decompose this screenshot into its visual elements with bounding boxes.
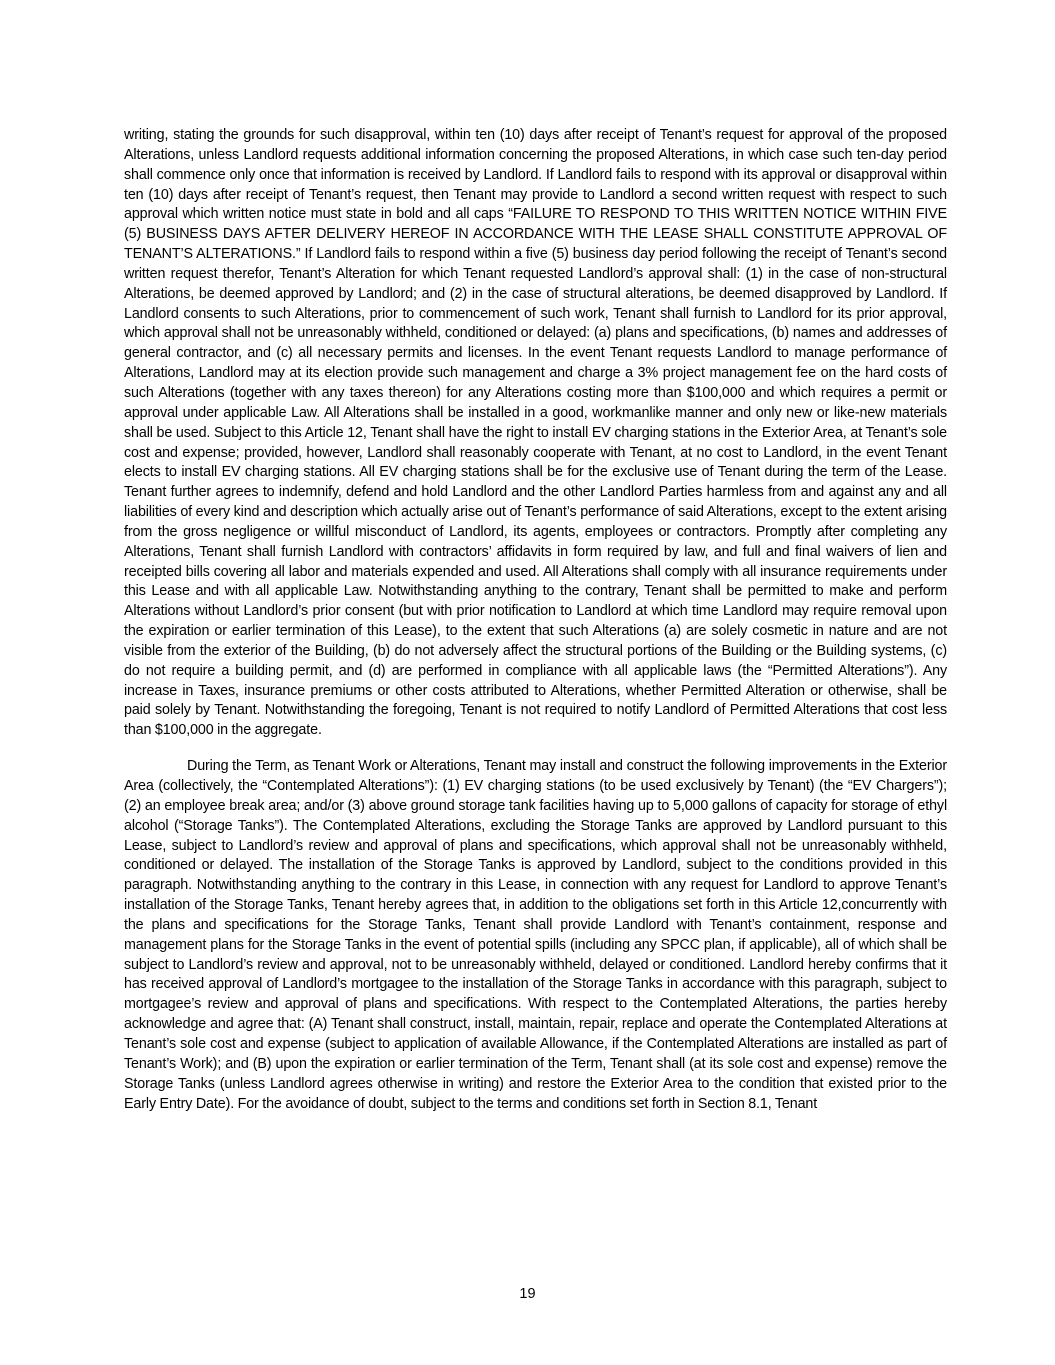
- paragraph-contemplated-alterations: During the Term, as Tenant Work or Alterations, Tenant may install and construct the following improvements in the Exterior Area (collectively, the “Contemplated Alterations”): (1) EV charging stations (to be used exclusively by Tenant) (the “EV Chargers”); (2) an employee break area; and/or (3) above ground storage tank facilities having up to 5,000 gallons of capacity for storage of ethyl alcohol (“Storage Tanks”). The Contemplated Alterations, excluding the Storage Tanks are approved by Landlord pursuant to this Lease, subject to Landlord’s review and approval of plans and specifications, which approval shall not be unreasonably withheld, conditioned or delayed. The installation of the Storage Tanks is approved by Landlord, subject to the conditions provided in this paragraph. Notwithstanding anything to the contrary in this Lease, in connection with any request for Landlord to approve Tenant’s installation of the Storage Tanks, Tenant hereby agrees that, in addition to the obligations set forth in this Article 12,concurrently with the plans and specifications for the Storage Tanks, Tenant shall provide Landlord with Tenant’s containment, response and management plans for the Storage Tanks in the event of potential spills (including any SPCC plan, if applicable), all of which shall be subject to Landlord’s review and approval, not to be unreasonably withheld, delayed or conditioned. Landlord hereby confirms that it has received approval of Landlord’s mortgagee to the installation of the Storage Tanks in accordance with this paragraph, subject to mortgagee’s review and approval of plans and specifications. With respect to the Contemplated Alterations, the parties hereby acknowledge and agree that: (A) Tenant shall construct, install, maintain, repair, replace and operate the Contemplated Alterations at Tenant’s sole cost and expense (subject to application of available Allowance, if the Contemplated Alterations are installed as part of Tenant’s Work); and (B) upon the expiration or earlier termination of the Term, Tenant shall (at its sole cost and expense) remove the Storage Tanks (unless Landlord agrees otherwise in writing) and restore the Exterior Area to the condition that existed prior to the Early Entry Date). For the avoidance of doubt, subject to the terms and conditions set forth in Section 8.1, Tenant: [124, 758, 947, 1112]
- document-body: [124, 126, 947, 1114]
- page-number: 19: [519, 1286, 536, 1302]
- paragraph-alterations-approval: writing, stating the grounds for such disapproval, within ten (10) days after receipt of Tenant’s request for approval of the proposed Alterations, unless Landlord requests additional information concerning the proposed Alterations, in which case such ten-day period shall commence only once that information is received by Landlord. If Landlord fails to respond with its approval or disapproval within ten (10) days after receipt of Tenant’s request, then Tenant may provide to Landlord a second written request with respect to such approval which written notice must state in bold and all caps “FAILURE TO RESPOND TO THIS WRITTEN NOTICE WITHIN FIVE (5) BUSINESS DAYS AFTER DELIVERY HEREOF IN ACCORDANCE WITH THE LEASE SHALL CONSTITUTE APPROVAL OF TENANT’S ALTERATIONS.” If Landlord fails to respond within a five (5) business day period following the receipt of Tenant’s second written request therefor, Tenant’s Alteration for which Tenant requested Landlord’s approval shall: (1) in the case of non-structural Alterations, be deemed approved by Landlord; and (2) in the case of structural alterations, be deemed disapproved by Landlord. If Landlord consents to such Alterations, prior to commencement of such work, Tenant shall furnish to Landlord for its prior approval, which approval shall not be unreasonably withheld, conditioned or delayed: (a) plans and specifications, (b) names and addresses of general contractor, and (c) all necessary permits and licenses. In the event Tenant requests Landlord to manage performance of Alterations, Landlord may at its election provide such management and charge a 3% project management fee on the hard costs of such Alterations (together with any taxes thereon) for any Alterations costing more than $100,000 and which requires a permit or approval under applicable Law. All Alterations shall be installed in a good, workmanlike manner and only new or like-new materials shall be used. Subject to this Article 12, Tenant shall have the right to install EV charging stations in the Exterior Area, at Tenant’s sole cost and expense; provided, however, Landlord shall reasonably cooperate with Tenant, at no cost to Landlord, in the event Tenant elects to install EV charging stations. All EV charging stations shall be for the exclusive use of Tenant during the term of the Lease. Tenant further agrees to indemnify, defend and hold Landlord and the other Landlord Parties harmless from and against any and all liabilities of every kind and description which actually arise out of Tenant’s performance of said Alterations, except to the extent arising from the gross negligence or willful misconduct of Landlord, its agents, employees or contractors. Promptly after completing any Alterations, Tenant shall furnish Landlord with contractors’ affidavits in form required by law, and full and final waivers of lien and receipted bills covering all labor and materials expended and used. All Alterations shall comply with all insurance requirements under this Lease and with all applicable Law. Notwithstanding anything to the contrary, Tenant shall be permitted to make and perform Alterations without Landlord’s prior consent (but with prior notification to Landlord at which time Landlord may require removal upon the expiration or earlier termination of this Lease), to the extent that such Alterations (a) are solely cosmetic in nature and are not visible from the exterior of the Building, (b) do not adversely affect the structural portions of the Building or the Building systems, (c) do not require a building permit, and (d) are performed in compliance with all applicable laws (the “Permitted Alterations”). Any increase in Taxes, insurance premiums or other costs attributed to Alterations, whether Permitted Alteration or otherwise, shall be paid solely by Tenant. Notwithstanding the foregoing, Tenant is not required to notify Landlord of Permitted Alterations that cost less than $100,000 in the aggregate.: [124, 127, 947, 739]
